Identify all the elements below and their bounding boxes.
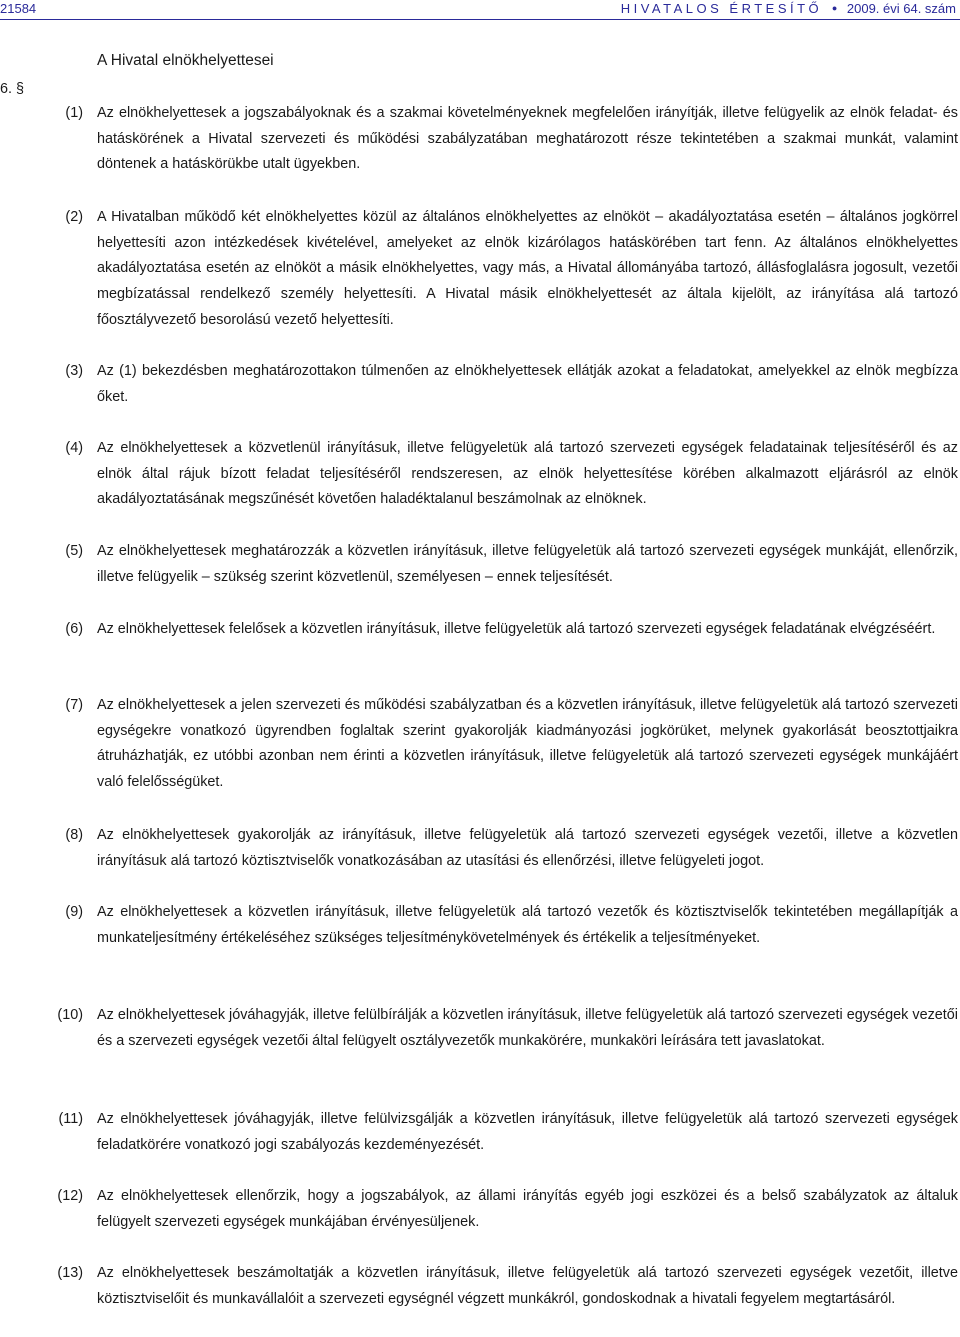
paragraph-5 <box>65 539 958 590</box>
issue-label: 2009. évi 64. szám <box>846 1 956 16</box>
paragraph-number: (2) <box>65 209 83 225</box>
paragraph-text: Az elnökhelyettesek beszámoltatják a közvetlen irányításuk, illetve felügyeletük alá tartozó szervezeti egységek vezetőit, illetve köztisztviselőit és munkavállalóit a szervezeti egységnél végzett munkákról, gondoskodnak a hivatali fegyelem megtartásáról. <box>97 1265 958 1307</box>
bullet-separator: ● <box>831 3 838 13</box>
paragraph-text: Az elnökhelyettesek jóváhagyják, illetve felülbírálják a közvetlen irányításuk, illetve felügyeletük alá tartozó szervezeti egységek vezetői és a szervezeti egységek vezetői által felügyelt osztályvezetők munkakörére, munkaköri leírására tett javaslatokat. <box>97 1007 958 1049</box>
paragraph-number: (1) <box>65 105 83 121</box>
paragraph-number: (9) <box>65 904 83 920</box>
journal-info <box>621 1 956 16</box>
paragraph-text: Az elnökhelyettesek a jelen szervezeti és működési szabályzatban és a közvetlen irányításuk, illetve felügyeletük alá tartozó szervezeti egységekre vonatkozó ügyrendben foglaltak szerint gyakorolják kiadmányozási jogkörüket, melynek gyakorlását beosztottjaikra átruházhatják, ez utóbbi azonban nem érinti a közvetlen irányításuk, illetve felügyeletük alá tartozó szervezeti egységek munkájáért való felelősségüket. <box>97 697 958 791</box>
section-number: 6. § <box>0 81 25 97</box>
paragraph-7 <box>65 693 958 796</box>
paragraph-number: (3) <box>65 363 83 379</box>
paragraph-9 <box>65 900 958 951</box>
paragraph-text: Az elnökhelyettesek a jogszabályoknak és a szakmai követelményeknek megfelelően irányítják, illetve felügyelik az elnök feladat- és hatáskörének a Hivatal szervezeti és működési szabályzatában meghatározott része tekintetében a szakmai munkát, valamint döntenek a hatáskörükbe utalt ügyekben. <box>97 105 958 173</box>
paragraph-13 <box>57 1261 958 1312</box>
paragraph-11 <box>58 1107 958 1158</box>
paragraph-12 <box>57 1184 958 1235</box>
paragraph-4 <box>65 436 958 513</box>
paragraph-text: Az elnökhelyettesek meghatározzák a közvetlen irányításuk, illetve felügyeletük alá tartozó szervezeti egységek munkáját, ellenőrzik, illetve felügyelik – szükség szerint közvetlenül, személyesen – ennek teljesítését. <box>97 543 958 585</box>
paragraph-3 <box>65 359 958 410</box>
paragraph-number: (5) <box>65 543 83 559</box>
paragraph-number: (11) <box>58 1111 83 1127</box>
paragraph-text: Az elnökhelyettesek a közvetlenül irányításuk, illetve felügyeletük alá tartozó szervezeti egységek feladatainak teljesítéséről és az elnök által rájuk bízott feladat teljesítéséről rendszeresen, az elnök helyettesítése körében alkalmazott eljárásról az elnök akadályoztatásának megszűnését követően haladéktalanul beszámolnak az elnöknek. <box>97 440 958 508</box>
paragraph-number: (4) <box>65 440 83 456</box>
paragraph-number: (7) <box>65 697 83 713</box>
paragraph-text: Az elnökhelyettesek ellenőrzik, hogy a jogszabályok, az állami irányítás egyéb jogi eszközei és a belső szabályzatok az általuk felügyelt szervezeti egységek munkájában érvényesüljenek. <box>97 1188 958 1230</box>
paragraph-number: (6) <box>65 621 83 637</box>
page-header <box>0 0 960 22</box>
paragraph-text: A Hivatalban működő két elnökhelyettes közül az általános elnökhelyettes az elnököt – akadályoztatása esetén – általános jogkörrel helyettesíti azon intézkedések kivételével, amelyeket az elnök kizárólagos hatáskörében tart fenn. Az általános elnökhelyettes akadályoztatása esetén az elnököt a másik elnökhelyettes, vagy más, a Hivatal állományába tartozó, állásfoglalásra jogosult, vezetői megbízatással rendelkező személy helyettesíti. A Hivatal másik elnökhelyettesét az általa kijelölt, az irányítása alá tartozó főosztályvezető besorolású vezető helyettesíti. <box>97 209 958 328</box>
paragraph-8 <box>65 823 958 874</box>
page-number: 21584 <box>0 1 37 16</box>
journal-title: HIVATALOS ÉRTESÍTŐ <box>620 1 823 16</box>
header-rule <box>0 19 960 20</box>
paragraph-10 <box>57 1003 958 1054</box>
paragraph-text: Az elnökhelyettesek a közvetlen irányításuk, illetve felügyeletük alá tartozó vezetők és köztisztviselők tekintetében megállapítják a munkateljesítmény értékeléséhez szükséges teljesítménykövetelmények és értékelik a teljesítményeket. <box>97 904 958 946</box>
paragraph-text: Az elnökhelyettesek felelősek a közvetlen irányításuk, illetve felügyeletük alá tartozó szervezeti egységek feladatának elvégzéséért. <box>97 621 936 637</box>
paragraph-number: (12) <box>57 1188 83 1204</box>
section-title: A Hivatal elnökhelyettesei <box>97 52 274 69</box>
paragraph-number: (13) <box>57 1265 83 1281</box>
paragraph-text: Az (1) bekezdésben meghatározottakon túlmenően az elnökhelyettesek ellátják azokat a feladatokat, amelyekkel az elnök megbízza őket. <box>97 363 958 405</box>
paragraph-6 <box>65 617 958 643</box>
paragraph-text: Az elnökhelyettesek jóváhagyják, illetve felülvizsgálják a közvetlen irányításuk, illetve felügyeletük alá tartozó szervezeti egységek feladatkörére vonatkozó jogi szabályozás kezdeményezését. <box>97 1111 958 1153</box>
paragraph-number: (8) <box>65 827 83 843</box>
paragraph-2 <box>65 205 958 334</box>
paragraph-1 <box>65 101 958 178</box>
paragraph-number: (10) <box>57 1007 83 1023</box>
paragraph-text: Az elnökhelyettesek gyakorolják az irányításuk, illetve felügyeletük alá tartozó szervezeti egységek vezetői, illetve a közvetlen irányításuk alá tartozó köztisztviselők vonatkozásában az utasítási és ellenőrzési, illetve felügyeleti jogot. <box>97 827 958 869</box>
